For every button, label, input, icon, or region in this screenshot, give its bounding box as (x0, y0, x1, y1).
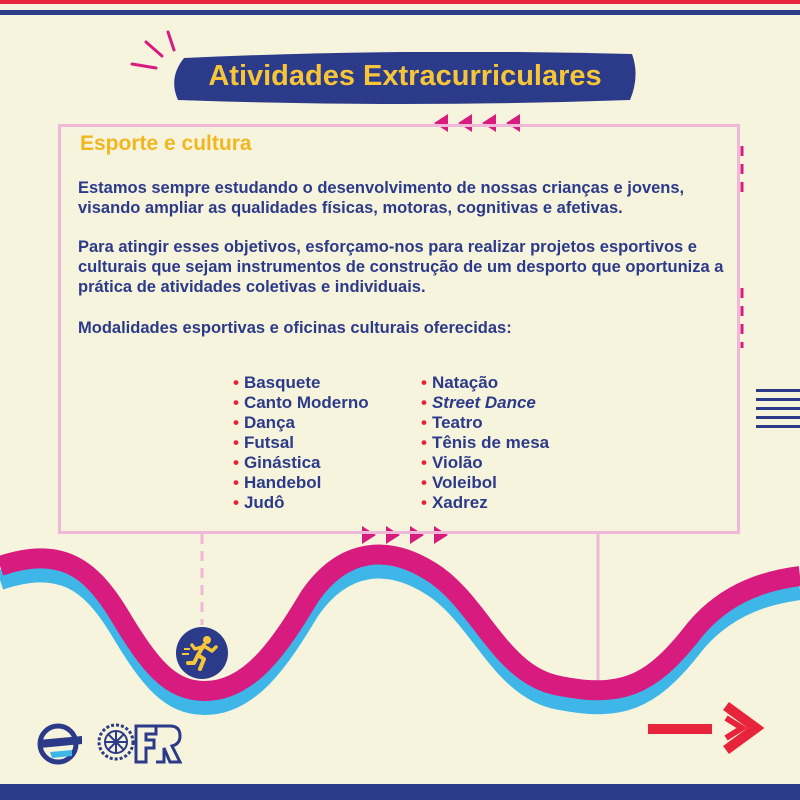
section-heading: Esporte e cultura (80, 132, 252, 155)
list-item: • Teatro (421, 413, 483, 432)
page-title: Atividades Extracurriculares (208, 60, 602, 92)
list-item: • Street Dance (421, 393, 536, 412)
title-banner (170, 52, 640, 104)
fr-logo (132, 722, 184, 766)
rotary-logo (96, 722, 136, 762)
list-item: • Ginástica (233, 453, 321, 472)
modalities-heading: Modalidades esportivas e oficinas culturais oferecidas: (78, 319, 512, 337)
stripes-decoration (756, 389, 800, 434)
runner-icon (174, 625, 230, 681)
list-item: • Canto Moderno (233, 393, 369, 412)
list-item: • Tênis de mesa (421, 433, 550, 452)
list-item: • Handebol (233, 473, 322, 492)
list-item: • Violão (421, 453, 483, 472)
bottom-navy-bar (0, 784, 800, 800)
list-item: • Voleibol (421, 473, 497, 492)
list-item: • Dança (233, 413, 295, 432)
school-logo (36, 722, 86, 766)
list-item: • Futsal (233, 433, 295, 452)
list-item: • Xadrez (421, 493, 488, 512)
list-item: • Judô (233, 493, 285, 512)
objectives-paragraph: Para atingir esses objetivos, esforçamo-nos para realizar projetos esportivos e culturais que sejam instrumentos de construção de um desporto que oportuniza a prática de atividades coletivas e individuais. (78, 238, 724, 296)
next-arrow-icon[interactable] (644, 700, 768, 756)
activities-list-right (421, 373, 549, 513)
activities-list-left (233, 373, 369, 513)
list-item: • Natação (421, 373, 499, 392)
intro-paragraph: Estamos sempre estudando o desenvolvimento de nossas crianças e jovens, visando ampliar as qualidades físicas, motoras, cognitivas e afetivas. (78, 179, 685, 217)
list-item: • Basquete (233, 373, 321, 392)
